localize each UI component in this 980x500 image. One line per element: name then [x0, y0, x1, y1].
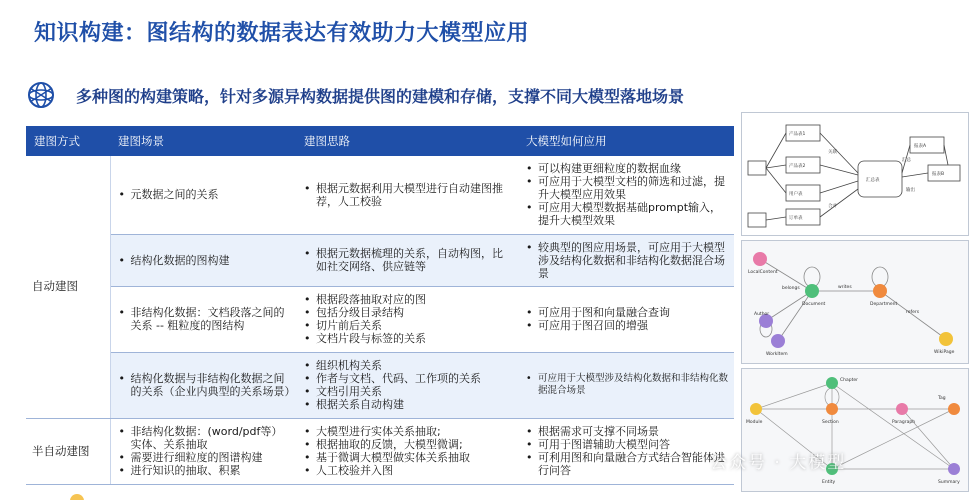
- graph-label: Chapter: [840, 378, 858, 383]
- list-item: • 基于微调大模型做实体关系抽取: [302, 451, 512, 464]
- usage-cell: [518, 418, 734, 484]
- list-item: • 进行知识的抽取、积累: [117, 464, 291, 477]
- graph-label: Author: [754, 312, 770, 317]
- idea-cell: [296, 286, 518, 352]
- graph-label: Entity: [822, 480, 836, 485]
- list-item: • 可以构建更细粒度的数据血缘: [524, 162, 728, 175]
- graph-node: [805, 284, 819, 298]
- header-method: 建图方式: [26, 126, 110, 156]
- header-scene: 建图场景: [110, 126, 296, 156]
- relation-graph-panel: [741, 240, 969, 364]
- subtitle: 多种图的构建策略，针对多源异构数据提供图的建模和存储，支撑不同大模型落地场景: [76, 86, 685, 106]
- table-row: [26, 156, 734, 234]
- idea-cell: [296, 418, 518, 484]
- list-item: • 需要进行细粒度的图谱构建: [117, 451, 291, 464]
- usage-cell: [518, 286, 734, 352]
- list-item: • 文档片段与标签的关系: [302, 332, 512, 345]
- list-item: • 包括分级目录结构: [302, 306, 512, 319]
- idea-cell: [296, 234, 518, 286]
- lineage-diagram-panel: [741, 112, 969, 236]
- document-graph-panel: [741, 368, 969, 492]
- list-item: • 人工校验并入图: [302, 464, 512, 477]
- diagram-node: [748, 213, 766, 227]
- header-idea: 建图思路: [296, 126, 518, 156]
- diagram-label: 产品表1: [789, 132, 806, 137]
- list-item: • 根据关系自动构建: [302, 398, 512, 411]
- usage-cell: [518, 234, 734, 286]
- graph-label: Tag: [938, 396, 946, 401]
- list-item: • 可应用大模型数据基础prompt输入，提升大模型效果: [524, 201, 728, 227]
- list-item: • 较典型的图应用场景，可应用于大模型涉及结构化数据和非结构化数据混合场景: [524, 241, 728, 280]
- graph-label: Document: [802, 302, 826, 307]
- list-item: • 可应用于图召回的增强: [524, 319, 728, 332]
- list-item: • 根据抽取的反馈，大模型微调;: [302, 438, 512, 451]
- graph-label: Department: [870, 302, 898, 307]
- scene-cell: [110, 286, 296, 352]
- usage-cell: [518, 156, 734, 234]
- header-usage: 大模型如何应用: [518, 126, 734, 156]
- graph-label: Paragraph: [892, 420, 916, 425]
- list-item: • 可应用于图和向量融合查询: [524, 306, 728, 319]
- relation-graph: [742, 241, 968, 363]
- diagram-label: 产品表2: [789, 164, 806, 169]
- graph-label: WorkItem: [766, 352, 788, 357]
- knowledge-network-icon: [26, 80, 56, 110]
- list-item: • 结构化数据与非结构化数据之间的关系（企业内典型的关系场景）: [117, 372, 291, 398]
- graph-node: [939, 332, 953, 346]
- list-item: • 可应用于大模型文档的筛选和过滤，提升大模型应用效果: [524, 175, 728, 201]
- strategy-table: [26, 126, 734, 485]
- scene-cell: [110, 156, 296, 234]
- graph-node: [771, 334, 785, 348]
- usage-cell: [518, 352, 734, 418]
- graph-label: writes: [838, 285, 852, 290]
- table-row: [26, 418, 734, 484]
- diagram-node: [858, 161, 902, 197]
- idea-cell: [296, 352, 518, 418]
- table-header-row: [26, 126, 734, 156]
- list-item: • 大模型进行实体关系抽取;: [302, 425, 512, 438]
- diagram-label: 汇总表: [866, 178, 880, 183]
- graph-label: Summary: [938, 480, 960, 485]
- graph-label: WikiPage: [934, 350, 955, 355]
- scene-cell: [110, 418, 296, 484]
- list-item: • 非结构化数据：文档段落之间的关系 -- 粗粒度的图结构: [117, 306, 291, 332]
- list-item: • 根据需求可支撑不同场景: [524, 425, 728, 438]
- graph-node: [948, 403, 960, 415]
- diagram-label: 订单表: [789, 216, 803, 221]
- list-item: • 文档引用关系: [302, 385, 512, 398]
- list-item: • 可利用图和向量融合方式结合智能体进行问答: [524, 451, 728, 477]
- graph-label: Section: [822, 420, 839, 425]
- list-item: • 作者与文档、代码、工作项的关系: [302, 372, 512, 385]
- list-item: • 组织机构关系: [302, 359, 512, 372]
- watermark: 公众号 · 大模型: [710, 453, 847, 473]
- list-item: • 可应用于大模型涉及结构化数据和非结构化数据混合场景: [524, 373, 728, 397]
- diagram-label: 输出: [906, 188, 915, 193]
- graph-label: refers: [906, 310, 920, 315]
- graph-label: Module: [746, 420, 763, 425]
- graph-node: [948, 463, 960, 475]
- graph-node: [896, 403, 908, 415]
- subtitle-row: [26, 80, 684, 110]
- diagram-label: 汇总: [902, 158, 911, 163]
- diagram-node: [748, 161, 766, 175]
- graph-node: [826, 377, 838, 389]
- diagram-label: 报表B: [932, 172, 945, 177]
- graph-node: [826, 403, 838, 415]
- footer-decoration: [70, 494, 84, 500]
- list-item: • 非结构化数据：(word/pdf等）实体、关系抽取: [117, 425, 291, 451]
- idea-cell: [296, 156, 518, 234]
- list-item: • 根据段落抽取对应的图: [302, 293, 512, 306]
- diagram-label: 合并: [828, 204, 837, 209]
- table-row: [26, 286, 734, 352]
- diagram-label: 关联: [828, 150, 837, 155]
- lineage-diagram: [742, 113, 968, 235]
- method-semi-auto: 半自动建图: [26, 418, 110, 484]
- list-item: • 元数据之间的关系: [117, 188, 291, 201]
- list-item: • 切片前后关系: [302, 319, 512, 332]
- page-title: 知识构建：图结构的数据表达有效助力大模型应用: [34, 21, 530, 46]
- graph-label: belongs: [782, 286, 800, 291]
- scene-cell: [110, 234, 296, 286]
- list-item: • 根据元数据梳理的关系，自动构图，比如社交网络、供应链等: [302, 247, 512, 273]
- list-item: • 可用于图谱辅助大模型问答: [524, 438, 728, 451]
- graph-node: [753, 252, 767, 266]
- graph-node: [873, 284, 887, 298]
- diagram-label: 报表A: [914, 144, 927, 149]
- diagram-label: 用户表: [789, 192, 803, 197]
- graph-node: [750, 403, 762, 415]
- table-row: [26, 234, 734, 286]
- table-row: [26, 352, 734, 418]
- graph-label: LocalContent: [748, 270, 778, 275]
- list-item: • 结构化数据的图构建: [117, 254, 291, 267]
- method-auto: 自动建图: [26, 156, 110, 418]
- scene-cell: [110, 352, 296, 418]
- list-item: • 根据元数据利用大模型进行自动建图推荐，人工校验: [302, 182, 512, 208]
